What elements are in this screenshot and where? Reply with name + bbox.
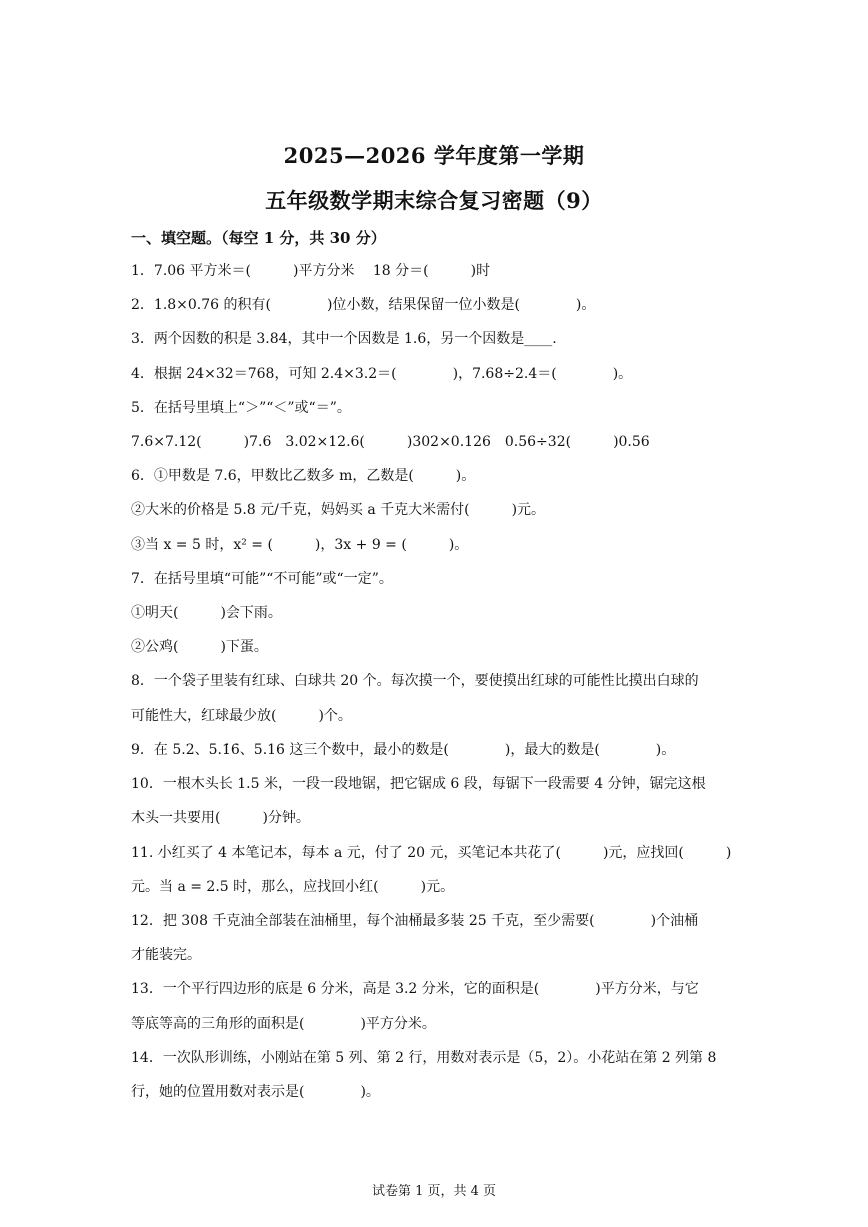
question-7-part-1: ①明天( )会下雨。	[131, 605, 282, 621]
question-8-line-1: 8．一个袋子里装有红球、白球共 20 个。每次摸一个，要使摸出红球的可能性比摸出白球的	[131, 673, 699, 689]
question-6-part-3: ③当 x = 5 时，x² = ( )，3x + 9 = ( )。	[131, 537, 469, 553]
question-13-line-1: 13．一个平行四边形的底是 6 分米，高是 3.2 分米，它的面积是( )平方分米，与它	[131, 981, 699, 997]
question-10-line-2: 木头一共要用( )分钟。	[131, 810, 310, 826]
question-2: 2．1.8×0.76 的积有( )位小数，结果保留一位小数是( )。	[131, 297, 596, 313]
question-14-line-1: 14．一次队形训练，小刚站在第 5 列、第 2 行，用数对表示是（5，2）。小花站在第 2 列第 8	[131, 1050, 717, 1066]
question-7: 7．在括号里填“可能”“不可能”或“一定”。	[131, 571, 393, 587]
question-11-line-1: 11. 小红买了 4 本笔记本，每本 a 元，付了 20 元，买笔记本共花了( )元，应找回( )	[131, 845, 732, 861]
question-8-line-2: 可能性大，红球最少放( )个。	[131, 708, 352, 724]
question-13-line-2: 等底等高的三角形的面积是( )平方分米。	[131, 1016, 436, 1032]
question-14-line-2: 行，她的位置用数对表示是( )。	[131, 1084, 380, 1100]
question-3: 3．两个因数的积是 3.84，其中一个因数是 1.6，另一个因数是____.	[131, 331, 557, 347]
page-footer: 试卷第 1 页，共 4 页	[371, 1184, 497, 1199]
question-5-items: 7.6×7.12( )7.6 3.02×12.6( )302×0.126 0.56÷32( )0.56	[131, 434, 650, 450]
question-5: 5．在括号里填上“＞”“＜”或“＝”。	[131, 400, 351, 416]
question-6-part-2: ②大米的价格是 5.8 元/千克，妈妈买 a 千克大米需付( )元。	[131, 502, 546, 518]
question-9: 9．在 5.2、5.1̇6̇、5.16̇ 这三个数中，最小的数是( )，最大的数是( )。	[131, 742, 676, 758]
question-12-line-2: 才能装完。	[131, 947, 201, 963]
question-12-line-1: 12．把 308 千克油全部装在油桶里，每个油桶最多装 25 千克，至少需要( )个油桶	[131, 913, 699, 929]
question-10-line-1: 10．一根木头长 1.5 米，一段一段地锯，把它锯成 6 段，每锯下一段需要 4 分钟，锯完这根	[131, 776, 706, 792]
question-6-part-1: 6．①甲数是 7.6，甲数比乙数多 m，乙数是( )。	[131, 468, 476, 484]
exam-title-year: 2025—2026 学年度第一学期	[283, 143, 585, 168]
question-1: 1．7.06 平方米＝( )平方分米 18 分＝( )时	[131, 263, 491, 279]
question-11-line-2: 元。当 a = 2.5 时，那么，应找回小红( )元。	[131, 879, 455, 895]
question-4: 4．根据 24×32＝768，可知 2.4×3.2＝( )，7.68÷2.4＝( )。	[131, 366, 633, 382]
exam-title-main: 五年级数学期末综合复习密题（9）	[265, 188, 603, 213]
question-7-part-2: ②公鸡( )下蛋。	[131, 639, 268, 655]
section-heading-fill-blank: 一、填空题。（每空 1 分，共 30 分）	[131, 229, 386, 247]
